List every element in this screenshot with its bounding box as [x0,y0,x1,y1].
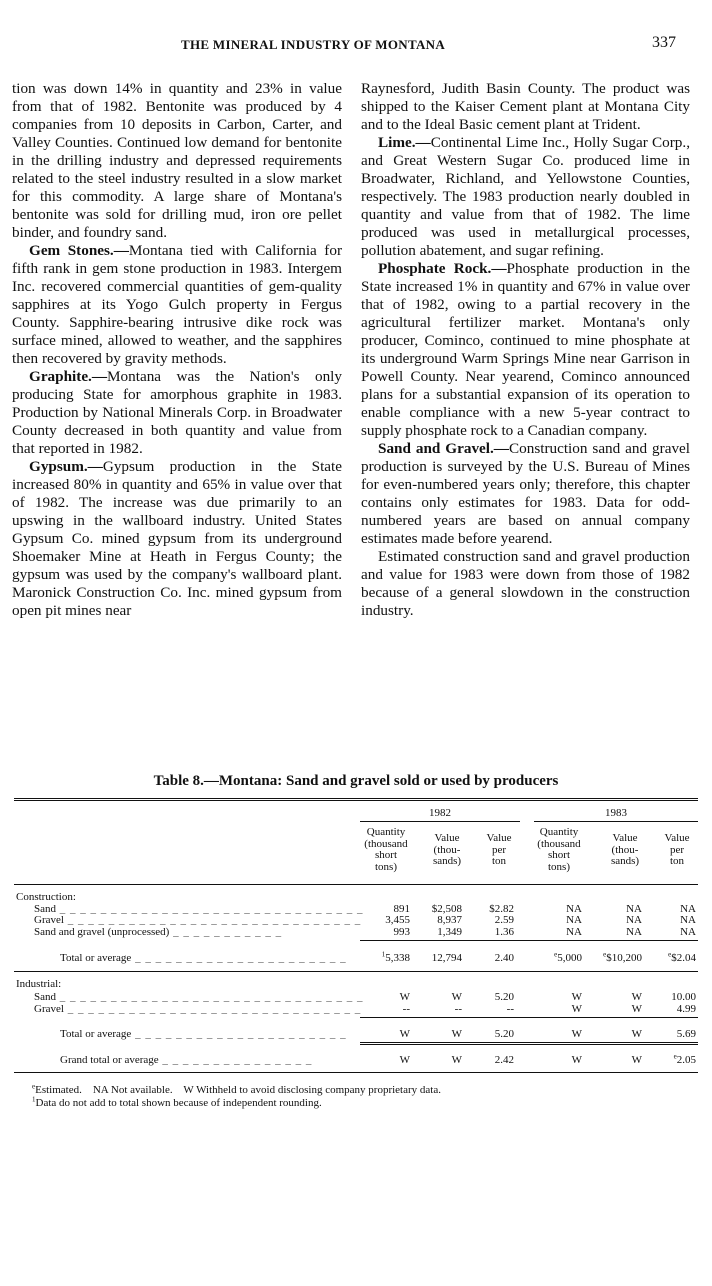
construction-sum-rule [360,940,698,941]
table-row: Sand _ _ _ _ _ _ _ _ _ _ _ _ _ _ _ _ _ _ _ _ _ _ _ _ _ _ _ _ _ _ W W 5.20 W W 10.00 [34,991,696,1003]
lime-paragraph [361,134,690,260]
section-rule [14,971,698,972]
phosphate-paragraph [361,260,690,440]
gypsum-heading: Gypsum.— [29,458,103,475]
year-rule-1982 [360,821,520,822]
table-row-total: Total or average _ _ _ _ _ _ _ _ _ _ _ _ _ _ _ _ _ _ _ _ _ $^1$5,338 12,794 2.40 $^e$5,000 $^e$\$10,200 $^e$\$2.04 [60,950,696,964]
lime-heading: Lime.— [378,134,431,151]
table-row-grand-total: Grand total or average _ _ _ _ _ _ _ _ _ _ _ _ _ _ _ W W 2.42 W W $^e$2.05 [60,1052,696,1066]
phosphate-heading: Phosphate Rock.— [378,260,507,277]
sand-gravel-estimate-paragraph: Estimated construction sand and gravel production and value for 1983 were down from those of 1982 because of a general slowdown in the construction industry. [361,548,690,619]
page-number: 337 [652,34,676,51]
col-head-quantity-1982: Quantity (thousand short tons) [364,826,408,873]
table-top-rule [14,798,698,801]
left-column [12,80,342,620]
sand-gravel-paragraph [361,440,690,548]
right-column [361,80,690,620]
table-row: Gravel _ _ _ _ _ _ _ _ _ _ _ _ _ _ _ _ _ _ _ _ _ _ _ _ _ _ _ _ _ -- -- -- W W 4.99 [34,1003,696,1015]
table-title: Table 8.—Montana: Sand and gravel sold or used by producers [153,773,559,789]
table-row: Sand and gravel (unprocessed) _ _ _ _ _ _ _ _ _ _ _ 993 1,349 1.36 NA NA NA [34,926,696,938]
table-row-total: Total or average _ _ _ _ _ _ _ _ _ _ _ _ _ _ _ _ _ _ _ _ _ W W 5.20 W W 5.69 [60,1028,696,1040]
phosphate-text: Phosphate production in the State increased 1% in quantity and 67% in value over that of 1982, owing to a partial recovery in the agricultural fertilizer market. Montana's only producer, Cominco, continued to mine phosphate at its underground Warm Springs Mine near Garrison in Powell County. Near yearend, Cominco announced plans for a substantial expansion of its operation to enable compliance with a new 5-year contract to supply phosphate rock to a Canadian company. [361,260,691,439]
graphite-text: Montana was the Nation's only producing State for amorphous graphite in 1983. Production by National Minerals Corp. in Broadwater County decreased in both quantity and value from that reported in 1982. [12,368,342,457]
gypsum-continued-paragraph: Raynesford, Judith Basin County. The product was shipped to the Kaiser Cement plant at Montana City and to the Ideal Basic cement plant at Trident. [361,80,690,133]
running-header-title: THE MINERAL INDUSTRY OF MONTANA [181,37,446,52]
col-head-value-1982: Value (thou- sands) [432,832,462,867]
footnote-rounding: $^1$Data do not add to total shown because of independent rounding. [32,1095,322,1109]
section-construction: Construction: [16,891,76,903]
gem-stones-heading: Gem Stones.— [29,242,129,259]
header-bottom-rule [14,884,698,885]
table-row: Gravel _ _ _ _ _ _ _ _ _ _ _ _ _ _ _ _ _ _ _ _ _ _ _ _ _ _ _ _ _ 3,455 8,937 2.59 NA NA NA [34,914,696,926]
graphite-heading: Graphite.— [29,368,108,385]
col-head-per-ton-1983: Value per ton [664,832,690,867]
gypsum-text: Gypsum production in the State increased 80% in quantity and 65% in value over that of 1982. The increase was due primarily to an upswing in the wallboard industry. United States Gypsum Co. mined gypsum from its underground Shoemaker Mine at Heath in Fergus County; the gypsum was used by the company's wallboard plant. Maronick Construction Co. Inc. mined gypsum from open pit mines near [12,458,342,619]
graphite-paragraph [12,368,342,458]
footnote-estimated: $^e$Estimated. NA Not available. W Withheld to avoid disclosing company proprietary data. [32,1082,441,1096]
sand-gravel-heading: Sand and Gravel.— [378,440,509,457]
table-row: Sand _ _ _ _ _ _ _ _ _ _ _ _ _ _ _ _ _ _ _ _ _ _ _ _ _ _ _ _ _ _ 891 $2,508 $2.82 NA NA NA [34,903,696,915]
sand-gravel-text: Construction sand and gravel production is surveyed by the U.S. Bureau of Mines for even-numbered years only; therefore, this chapter contains only estimates for 1983. Data for odd-numbered years are based on annual company estimates made before yearend. [361,440,691,547]
section-industrial: Industrial: [16,978,62,990]
industrial-sum-rule [360,1017,698,1018]
gypsum-paragraph [12,458,342,620]
bentonite-paragraph: tion was down 14% in quantity and 23% in value from that of 1982. Bentonite was produced by 4 companies from 10 deposits in Carbon, Carter, and Valley Counties. Continued low demand for bentonite in the drilling industry and depressed requirements related to the steel industry resulted in a slow market for this commodity. A large share of Montana's bentonite was sold for drilling mud, iron ore pellet binder, and foundry sand. [12,80,342,241]
year-header-1982: 1982 [429,807,451,819]
gem-stones-paragraph [12,242,342,368]
year-header-1983: 1983 [605,807,627,819]
grand-total-rule [360,1042,698,1045]
table-bottom-rule [14,1072,698,1073]
year-rule-1983 [534,821,698,822]
gem-stones-text: Montana tied with California for fifth rank in gem stone production in 1983. Intergem Inc. recovered commercial quantities of gem-quality sapphires at its Yogo Gulch property in Fergus County. Sapphire-bearing intrusive dike rock was surface mined, allowed to weather, and the sapphires then recovered by gravity methods. [12,242,342,367]
col-head-per-ton-1982: Value per ton [486,832,512,867]
lime-text: Continental Lime Inc., Holly Sugar Corp., and Great Western Sugar Co. produced lime in Broadwater, Richland, and Yellowstone Counties, respectively. The 1983 production nearly doubled in quantity and value from that of 1982. The lime produced was used in metallurgical processes, pollution abatement, and sugar refining. [361,134,690,259]
col-head-quantity-1983: Quantity (thousand short tons) [537,826,581,873]
col-head-value-1983: Value (thou- sands) [610,832,640,867]
